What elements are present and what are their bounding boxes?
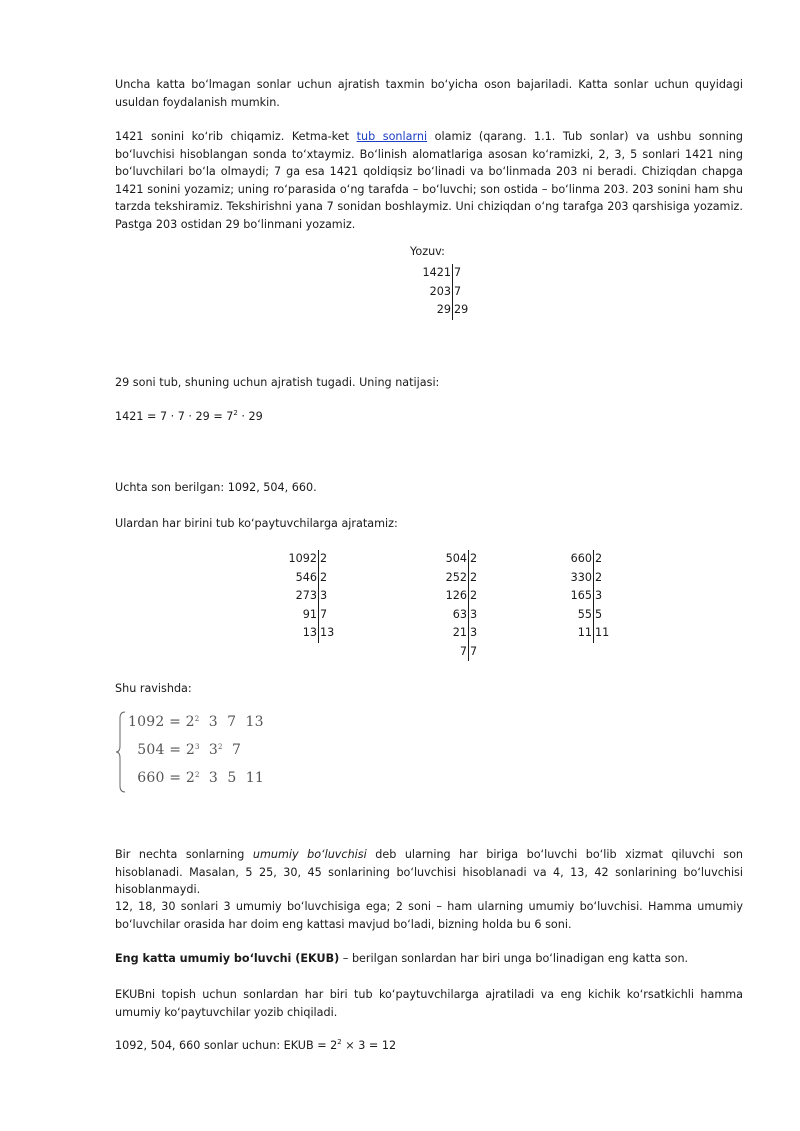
- common-divisor-definition: Bir nechta sonlarning umumiy bo‘luvchisi deb ularning har biriga bo‘luvchi bo‘lib xizmat qiluvchi son hisoblanadi. Masalan, 5 25, 30, 45 sonlarining bo‘luvchisi hisoblanadi va 4, 13, 42 sonlarining bo‘luvchisi hisoblanmaydi.: [115, 848, 743, 896]
- method-text-before: 1421 sonini ko‘rib chiqamiz. Ketma-ket: [115, 130, 357, 143]
- yozuv-label: Yozuv:: [410, 245, 445, 258]
- dividend: 165: [570, 589, 592, 602]
- dividend: 29: [436, 303, 451, 316]
- factor-row: [525, 606, 625, 625]
- factor-table-660: [525, 550, 625, 643]
- system-row-660: $660 = 2^2$ 3 5 11: [128, 770, 264, 786]
- term-common-divisor: umumiy bo‘luvchisi: [252, 848, 367, 861]
- result-exp: 2: [233, 409, 238, 417]
- dividend: 13: [302, 626, 317, 639]
- gcd-result: 1092, 504, 660 sonlar uchun: EKUB = $2^2 \times 3 = 12$: [115, 1038, 397, 1052]
- factor-row: [400, 606, 500, 625]
- prime-numbers-link[interactable]: tub sonlarni: [356, 130, 428, 143]
- dividend: 252: [445, 570, 467, 584]
- example-paragraph: 12, 18, 30 sonlari 3 umumiy bo‘luvchisiga ega; 2 soni – ham ularning umumiy bo‘luvchisi. Hamma umumiy bo‘luvchilar orasida har doim eng kattasi mavjud bo‘ladi, bizning holda bu 6 soni.: [115, 900, 743, 931]
- dividend: 7: [459, 644, 467, 658]
- factor-row: [400, 550, 500, 569]
- dividend: 1092: [288, 552, 317, 565]
- dividend: 203: [429, 284, 451, 298]
- factor-row: [250, 550, 350, 569]
- dividend: 55: [577, 607, 592, 621]
- factorization-system: [115, 710, 264, 794]
- divisor: 2: [470, 589, 478, 602]
- factorize-paragraph: Ulardan har birini tub ko‘paytuvchilarga ajratamiz:: [115, 517, 398, 530]
- curly-brace-icon: [115, 710, 127, 794]
- divisor: 2: [470, 570, 478, 584]
- divisor: 3: [470, 626, 478, 639]
- factor-row: [525, 624, 625, 643]
- factor-row: [525, 550, 625, 569]
- divisor: 29: [454, 303, 469, 316]
- factor-table-504: [400, 550, 500, 661]
- factor-row: [400, 301, 470, 320]
- divisor: 2: [595, 552, 603, 565]
- method-text-after: olamiz (qarang. 1.1. Tub sonlar) va ushbu sonning bo‘luvchisi hisoblangan sonda to‘xtaymiz. Bo‘linish alomatlariga asosan ko‘ramizki, 2, 3, 5 sonlari 1421 ning bo‘luvchilari bo‘la olmaydi; 7 ga esa 1421 qoldiqsiz bo‘linadi va bo‘linmada 203 ni beradi. Chiziqdan chapga 1421 sonini yozamiz; uning ro‘parasida o‘ng tarafda – bo‘luvchi; son ostida – bo‘linma 203. 203 sonini ham shu tarzda tekshiramiz. Tekshirishni yana 7 sonidan boshlaymiz. Uni chiziqdan o‘ng tarafga 203 qarshisiga yozamiz. Pastga 203 ostidan 29 bo‘linmani yozamiz.: [115, 130, 744, 231]
- dividend: 273: [295, 589, 317, 602]
- factor-row: [250, 624, 350, 643]
- divisor: 5: [595, 607, 603, 621]
- intro-paragraph: Uncha katta bo‘lmagan sonlar uchun ajratish taxmin bo‘yicha oson bajariladi. Katta sonlar uchun quyidagi usuldan foydalanish mumkin.: [115, 78, 743, 109]
- result-1421: [115, 408, 743, 426]
- factor-table-1421: [400, 264, 470, 320]
- divisor: 2: [320, 570, 328, 584]
- factor-row: [400, 264, 470, 283]
- dividend: 21: [452, 626, 467, 639]
- dividend: 63: [452, 607, 467, 621]
- factor-row: [400, 587, 500, 606]
- divisor: 3: [595, 589, 603, 602]
- dividend: 91: [302, 607, 317, 621]
- dividend: 660: [570, 552, 592, 565]
- dividend: 1421: [422, 266, 451, 279]
- divisor: 7: [454, 284, 462, 298]
- divisor: 11: [595, 626, 610, 639]
- factor-row: [400, 283, 470, 302]
- factor-row: [250, 569, 350, 588]
- dividend: 546: [295, 570, 317, 584]
- divisor: 7: [320, 607, 328, 621]
- conclusion-paragraph: 29 soni tub, shuning uchun ajratish tugadi. Uning natijasi:: [115, 376, 440, 389]
- system-row-1092: $1092 = 2^2$ 3 7 13: [128, 714, 264, 730]
- divisor: 3: [470, 607, 478, 621]
- divisor: 2: [470, 552, 478, 565]
- given-numbers: Uchta son berilgan: 1092, 504, 660.: [115, 481, 317, 494]
- factor-row: [400, 643, 500, 662]
- divisor: 2: [320, 552, 328, 565]
- factor-row: [400, 624, 500, 643]
- factor-row: [250, 606, 350, 625]
- system-row-504: $504 = 2^3$ $3^2$ 7: [128, 742, 242, 758]
- factor-row: [400, 569, 500, 588]
- factor-table-1092: [250, 550, 350, 643]
- dividend: 126: [445, 589, 467, 602]
- divisor: 7: [454, 266, 462, 279]
- gcd-definition: Eng katta umumiy bo‘luvchi (EKUB) – berilgan sonlardan har biri unga bo‘linadigan eng katta son.: [115, 952, 689, 965]
- divisor: 13: [320, 626, 335, 639]
- term-gcd: Eng katta umumiy bo‘luvchi (EKUB): [115, 952, 340, 965]
- factor-row: [525, 587, 625, 606]
- dividend: 11: [577, 626, 592, 639]
- result-rhs: · 29: [237, 410, 263, 423]
- factor-row: [250, 587, 350, 606]
- factor-row: [525, 569, 625, 588]
- method-paragraph: [115, 128, 743, 233]
- thus-paragraph: Shu ravishda:: [115, 682, 192, 695]
- gcd-method-paragraph: EKUBni topish uchun sonlardan har biri tub ko‘paytuvchilarga ajratiladi va eng kichik ko‘rsatkichli hamma umumiy ko‘paytuvchilar yozib chiqiladi.: [115, 988, 743, 1019]
- divisor: 7: [470, 644, 478, 658]
- divisor: 3: [320, 589, 328, 602]
- divisor: 2: [595, 570, 603, 584]
- result-lhs: 1421 = 7 · 7 · 29 = 7: [115, 410, 234, 423]
- dividend: 504: [445, 552, 467, 565]
- dividend: 330: [570, 570, 592, 584]
